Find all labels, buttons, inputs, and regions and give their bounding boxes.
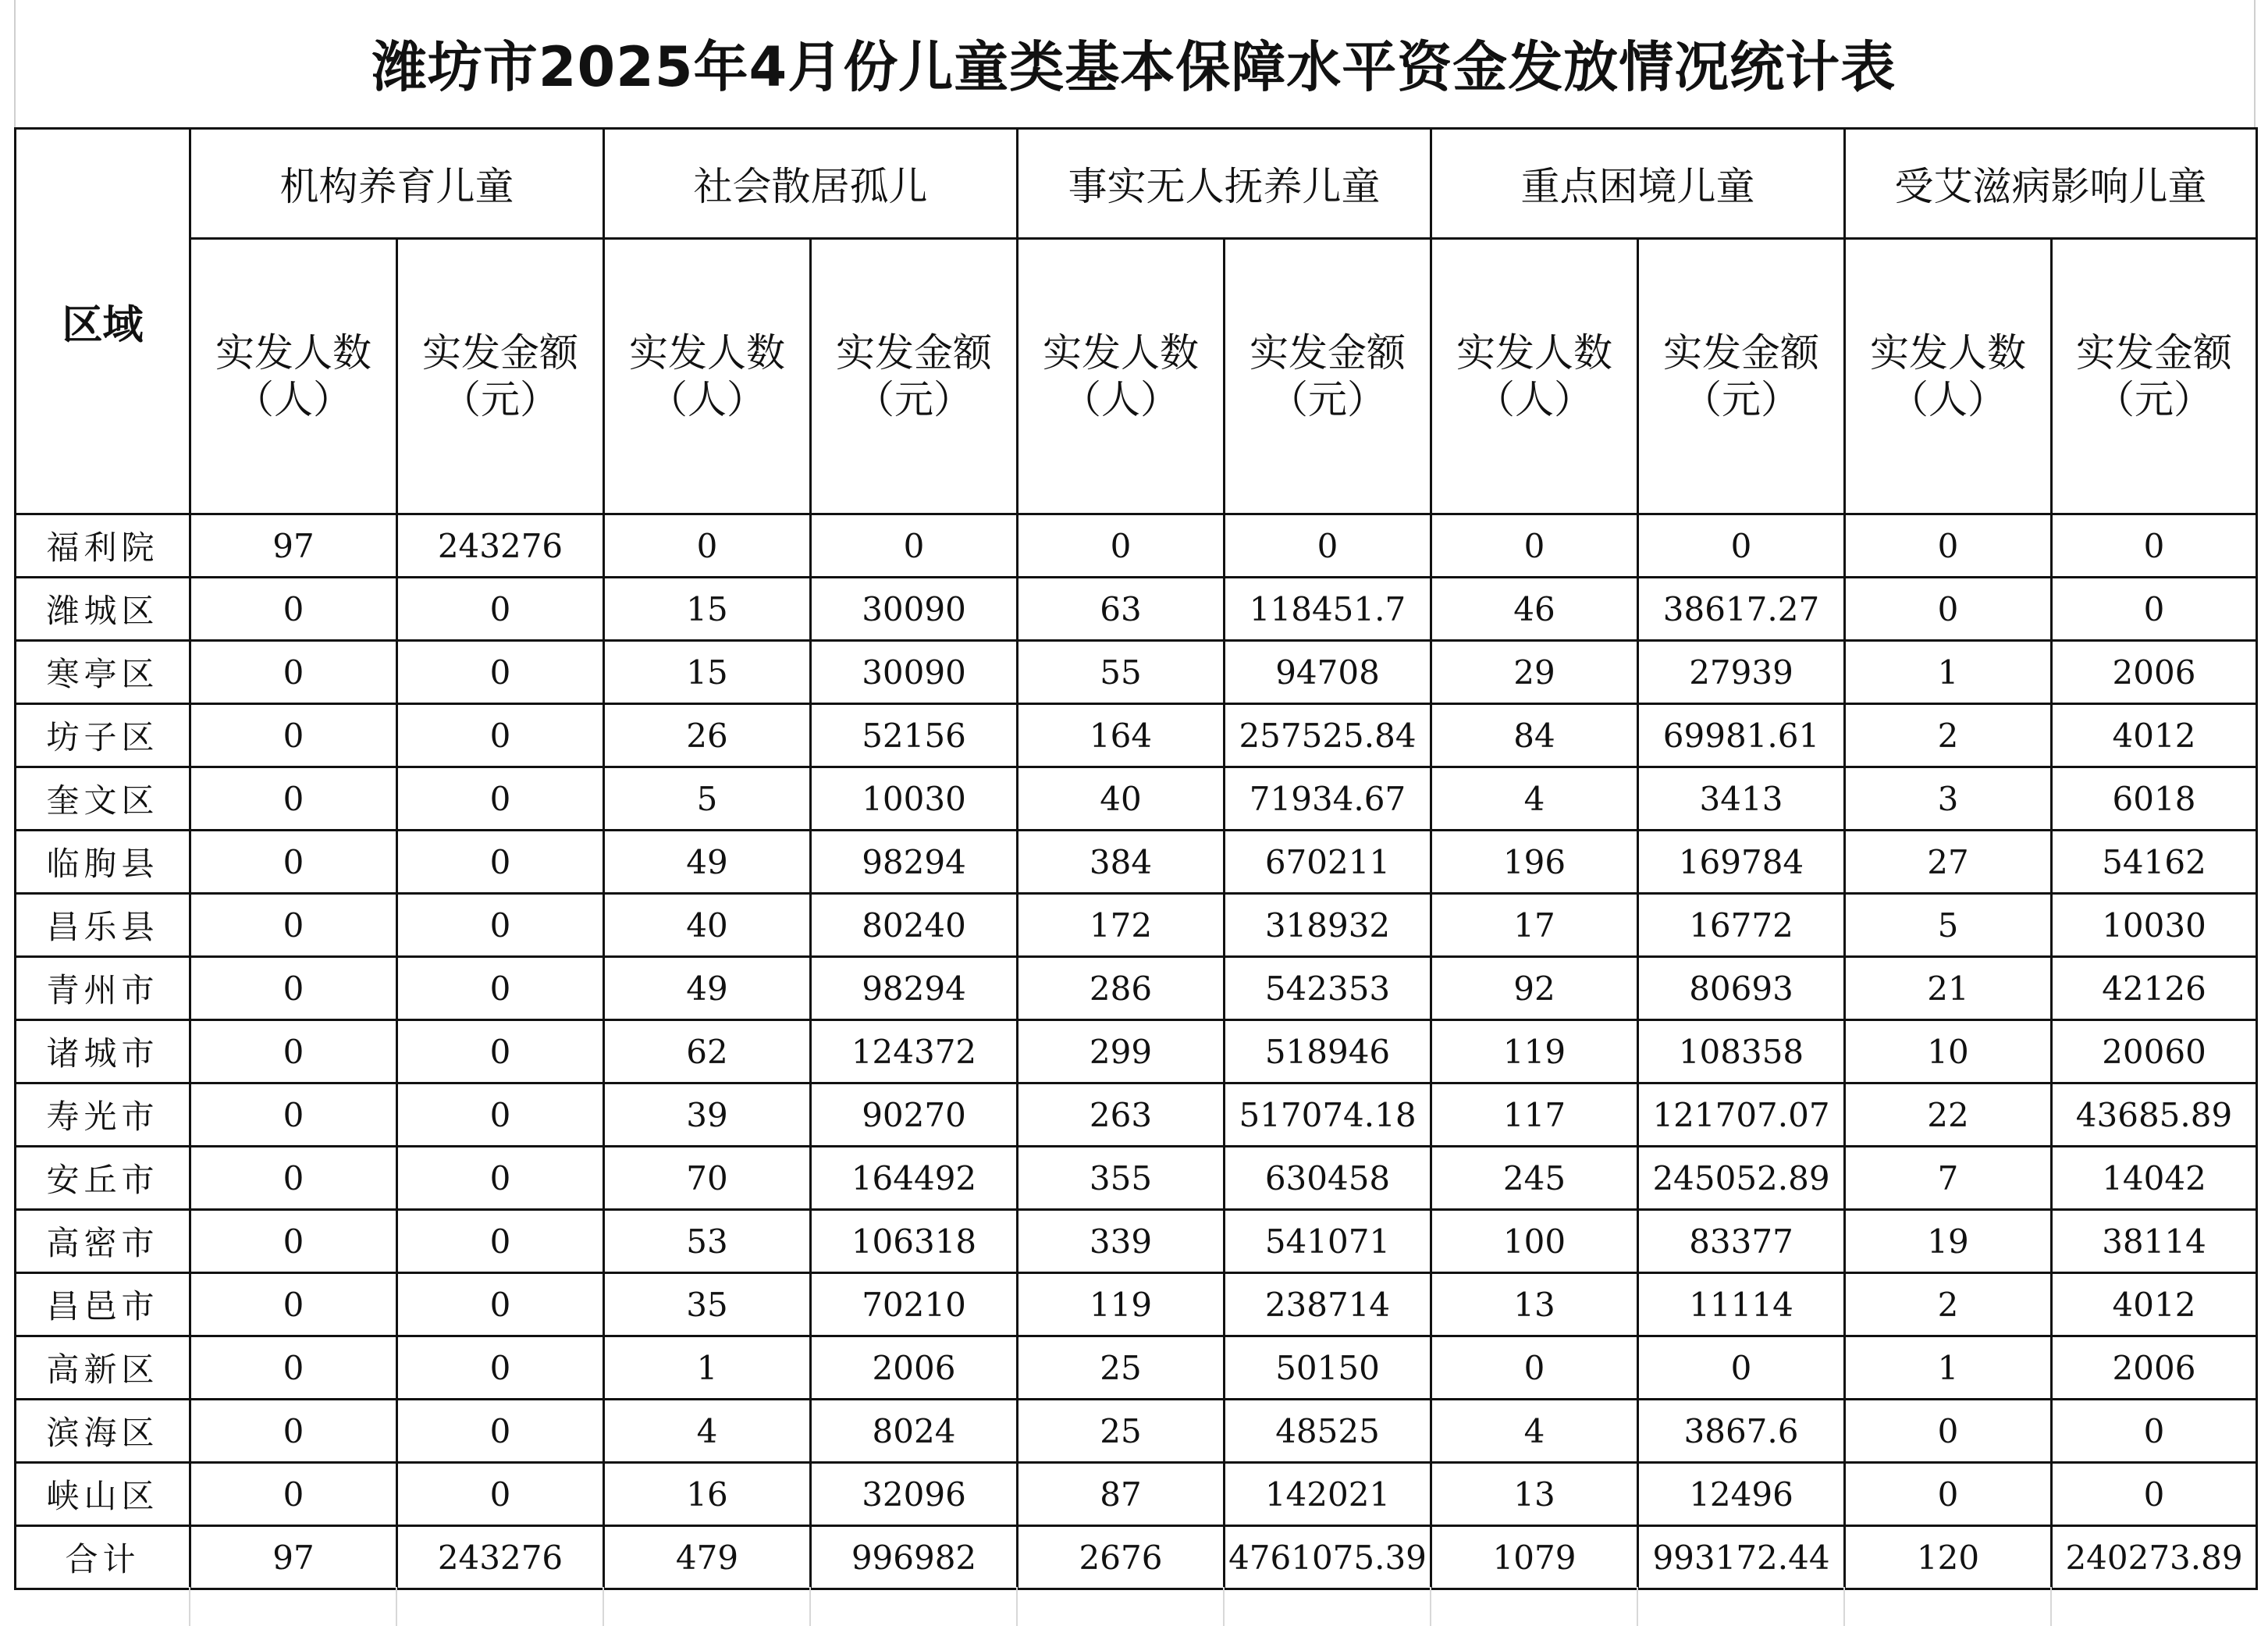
amount-cell: 0 (1638, 514, 1845, 578)
group-header-institutional: 机构养育儿童 (190, 129, 604, 239)
people-count-header-line1: 实发人数 (629, 330, 785, 375)
region-name-cell: 峡山区 (16, 1463, 190, 1526)
region-name-cell: 高密市 (16, 1210, 190, 1273)
people-count-header (1431, 239, 1638, 514)
amount-cell: 90270 (811, 1083, 1018, 1147)
statistics-table (14, 127, 2258, 1590)
amount-cell: 996982 (811, 1526, 1018, 1589)
amount-cell: 0 (811, 514, 1018, 578)
table-row (16, 514, 2257, 578)
amount-header-line2: （元） (855, 377, 972, 422)
people-count-cell: 0 (190, 1147, 397, 1210)
region-name-cell: 青州市 (16, 957, 190, 1020)
people-count-cell: 35 (604, 1273, 811, 1336)
people-count-cell: 2676 (1018, 1526, 1225, 1589)
amount-cell: 243276 (397, 1526, 604, 1589)
amount-cell: 0 (2052, 1400, 2257, 1463)
table-row (16, 957, 2257, 1020)
people-count-cell: 26 (604, 704, 811, 767)
table-row (16, 1147, 2257, 1210)
people-count-cell: 4 (1431, 767, 1638, 831)
region-name-cell: 福利院 (16, 514, 190, 578)
amount-cell: 124372 (811, 1020, 1018, 1083)
people-count-header-line1: 实发人数 (1870, 330, 2026, 375)
amount-cell: 541071 (1225, 1210, 1431, 1273)
amount-cell: 10030 (2052, 894, 2257, 957)
amount-cell: 108358 (1638, 1020, 1845, 1083)
amount-header-line1: 实发金额 (1663, 330, 1819, 375)
people-count-cell: 286 (1018, 957, 1225, 1020)
amount-cell: 30090 (811, 641, 1018, 704)
people-count-header (1018, 239, 1225, 514)
people-count-cell: 4 (604, 1400, 811, 1463)
amount-cell: 42126 (2052, 957, 2257, 1020)
amount-header-line2: （元） (1269, 377, 1386, 422)
amount-cell: 30090 (811, 578, 1018, 641)
people-count-cell: 172 (1018, 894, 1225, 957)
region-name-cell: 潍城区 (16, 578, 190, 641)
people-count-header (190, 239, 397, 514)
people-count-cell: 13 (1431, 1463, 1638, 1526)
people-count-cell: 0 (1845, 514, 2052, 578)
amount-header (2052, 239, 2257, 514)
amount-header-line1: 实发金额 (2076, 330, 2232, 375)
people-count-cell: 196 (1431, 831, 1638, 894)
amount-cell: 2006 (2052, 641, 2257, 704)
people-count-cell: 46 (1431, 578, 1638, 641)
amount-cell: 11114 (1638, 1273, 1845, 1336)
amount-cell: 32096 (811, 1463, 1018, 1526)
people-count-cell: 16 (604, 1463, 811, 1526)
group-header-aids-affected: 受艾滋病影响儿童 (1845, 129, 2257, 239)
people-count-cell: 164 (1018, 704, 1225, 767)
people-count-cell: 119 (1431, 1020, 1638, 1083)
group-header-unsupported: 事实无人抚养儿童 (1018, 129, 1431, 239)
people-count-cell: 0 (190, 767, 397, 831)
people-count-cell: 0 (190, 1273, 397, 1336)
people-count-cell: 5 (1845, 894, 2052, 957)
people-count-cell: 299 (1018, 1020, 1225, 1083)
amount-cell: 0 (397, 1463, 604, 1526)
people-count-cell: 0 (190, 1210, 397, 1273)
region-name-cell: 寿光市 (16, 1083, 190, 1147)
amount-cell: 517074.18 (1225, 1083, 1431, 1147)
table-row (16, 1020, 2257, 1083)
amount-cell: 0 (397, 894, 604, 957)
table-row (16, 578, 2257, 641)
people-count-cell: 4 (1431, 1400, 1638, 1463)
people-count-cell: 0 (190, 641, 397, 704)
people-count-cell: 0 (1431, 514, 1638, 578)
people-count-header-line2: （人） (649, 377, 766, 422)
amount-cell: 70210 (811, 1273, 1018, 1336)
amount-cell: 169784 (1638, 831, 1845, 894)
people-count-cell: 15 (604, 578, 811, 641)
people-count-header-line1: 实发人数 (215, 330, 371, 375)
people-count-cell: 0 (1845, 1463, 2052, 1526)
amount-header (397, 239, 604, 514)
table-row (16, 1336, 2257, 1400)
amount-cell: 630458 (1225, 1147, 1431, 1210)
people-count-cell: 5 (604, 767, 811, 831)
people-count-cell: 3 (1845, 767, 2052, 831)
region-name-cell: 高新区 (16, 1336, 190, 1400)
people-count-cell: 355 (1018, 1147, 1225, 1210)
amount-cell: 0 (397, 1336, 604, 1400)
people-count-header-line2: （人） (1476, 377, 1593, 422)
amount-cell: 121707.07 (1638, 1083, 1845, 1147)
amount-cell: 670211 (1225, 831, 1431, 894)
people-count-header-line1: 实发人数 (1043, 330, 1199, 375)
group-header-orphans: 社会散居孤儿 (604, 129, 1018, 239)
people-count-cell: 22 (1845, 1083, 2052, 1147)
people-count-cell: 0 (190, 831, 397, 894)
amount-cell: 238714 (1225, 1273, 1431, 1336)
amount-header-line2: （元） (2096, 377, 2213, 422)
amount-header-line1: 实发金额 (836, 330, 992, 375)
region-name-cell: 坊子区 (16, 704, 190, 767)
people-count-cell: 49 (604, 831, 811, 894)
amount-cell: 69981.61 (1638, 704, 1845, 767)
amount-cell: 257525.84 (1225, 704, 1431, 767)
people-count-cell: 27 (1845, 831, 2052, 894)
amount-cell: 4012 (2052, 704, 2257, 767)
sub-header-row (16, 239, 2257, 514)
people-count-cell: 55 (1018, 641, 1225, 704)
region-name-cell: 安丘市 (16, 1147, 190, 1210)
amount-cell: 0 (2052, 578, 2257, 641)
people-count-cell: 49 (604, 957, 811, 1020)
amount-cell: 2006 (811, 1336, 1018, 1400)
page-title: 潍坊市2025年4月份儿童类基本保障水平资金发放情况统计表 (371, 34, 1897, 99)
amount-cell: 245052.89 (1638, 1147, 1845, 1210)
people-count-cell: 0 (190, 1463, 397, 1526)
amount-cell: 6018 (2052, 767, 2257, 831)
people-count-cell: 0 (190, 957, 397, 1020)
people-count-cell: 263 (1018, 1083, 1225, 1147)
people-count-cell: 117 (1431, 1083, 1638, 1147)
amount-cell: 0 (2052, 1463, 2257, 1526)
people-count-header-line1: 实发人数 (1456, 330, 1612, 375)
region-name-cell: 诸城市 (16, 1020, 190, 1083)
people-count-cell: 25 (1018, 1400, 1225, 1463)
people-count-cell: 119 (1018, 1273, 1225, 1336)
amount-cell: 0 (397, 1210, 604, 1273)
people-count-cell: 29 (1431, 641, 1638, 704)
amount-cell: 52156 (811, 704, 1018, 767)
amount-cell: 118451.7 (1225, 578, 1431, 641)
people-count-cell: 40 (1018, 767, 1225, 831)
people-count-cell: 0 (190, 1083, 397, 1147)
amount-cell: 542353 (1225, 957, 1431, 1020)
sheet-gridline-tail (14, 1587, 2256, 1626)
amount-header (1638, 239, 1845, 514)
people-count-header-line2: （人） (235, 377, 352, 422)
table-row (16, 1400, 2257, 1463)
people-count-header-line2: （人） (1062, 377, 1179, 422)
amount-header (1225, 239, 1431, 514)
amount-cell: 71934.67 (1225, 767, 1431, 831)
amount-cell: 3413 (1638, 767, 1845, 831)
amount-cell: 0 (1638, 1336, 1845, 1400)
people-count-cell: 62 (604, 1020, 811, 1083)
amount-cell: 38617.27 (1638, 578, 1845, 641)
people-count-cell: 120 (1845, 1526, 2052, 1589)
amount-cell: 10030 (811, 767, 1018, 831)
total-row (16, 1526, 2257, 1589)
region-name-cell: 昌邑市 (16, 1273, 190, 1336)
people-count-cell: 1079 (1431, 1526, 1638, 1589)
amount-cell: 12496 (1638, 1463, 1845, 1526)
people-count-cell: 0 (190, 1336, 397, 1400)
amount-cell: 3867.6 (1638, 1400, 1845, 1463)
amount-cell: 80240 (811, 894, 1018, 957)
people-count-cell: 0 (1845, 578, 2052, 641)
amount-cell: 0 (397, 831, 604, 894)
amount-cell: 0 (397, 957, 604, 1020)
amount-cell: 0 (397, 1020, 604, 1083)
amount-cell: 80693 (1638, 957, 1845, 1020)
people-count-cell: 0 (190, 704, 397, 767)
people-count-cell: 70 (604, 1147, 811, 1210)
people-count-cell: 100 (1431, 1210, 1638, 1273)
people-count-cell: 1 (1845, 1336, 2052, 1400)
amount-cell: 94708 (1225, 641, 1431, 704)
people-count-cell: 1 (604, 1336, 811, 1400)
amount-cell: 27939 (1638, 641, 1845, 704)
group-header-difficult: 重点困境儿童 (1431, 129, 1845, 239)
amount-cell: 0 (397, 1083, 604, 1147)
amount-cell: 4012 (2052, 1273, 2257, 1336)
amount-header-line1: 实发金额 (422, 330, 578, 375)
region-name-cell: 滨海区 (16, 1400, 190, 1463)
amount-cell: 20060 (2052, 1020, 2257, 1083)
table-row (16, 1463, 2257, 1526)
region-header: 区域 (16, 129, 190, 514)
amount-header-line2: （元） (1683, 377, 1800, 422)
region-name-cell: 寒亭区 (16, 641, 190, 704)
people-count-cell: 84 (1431, 704, 1638, 767)
amount-cell: 38114 (2052, 1210, 2257, 1273)
people-count-cell: 0 (604, 514, 811, 578)
table-row (16, 894, 2257, 957)
people-count-cell: 10 (1845, 1020, 2052, 1083)
amount-cell: 83377 (1638, 1210, 1845, 1273)
people-count-cell: 339 (1018, 1210, 1225, 1273)
people-count-cell: 7 (1845, 1147, 2052, 1210)
amount-cell: 243276 (397, 514, 604, 578)
people-count-cell: 1 (1845, 641, 2052, 704)
people-count-cell: 0 (190, 1020, 397, 1083)
people-count-cell: 2 (1845, 1273, 2052, 1336)
amount-cell: 0 (397, 1400, 604, 1463)
people-count-cell: 2 (1845, 704, 2052, 767)
people-count-cell: 0 (1845, 1400, 2052, 1463)
amount-cell: 0 (397, 1147, 604, 1210)
table-row (16, 1083, 2257, 1147)
people-count-cell: 53 (604, 1210, 811, 1273)
amount-header-line1: 实发金额 (1250, 330, 1406, 375)
people-count-cell: 97 (190, 514, 397, 578)
amount-cell: 993172.44 (1638, 1526, 1845, 1589)
people-count-cell: 0 (1018, 514, 1225, 578)
people-count-cell: 21 (1845, 957, 2052, 1020)
people-count-cell: 63 (1018, 578, 1225, 641)
amount-cell: 43685.89 (2052, 1083, 2257, 1147)
amount-cell: 16772 (1638, 894, 1845, 957)
people-count-header-line2: （人） (1889, 377, 2007, 422)
table-row (16, 1273, 2257, 1336)
people-count-cell: 0 (1431, 1336, 1638, 1400)
people-count-cell: 479 (604, 1526, 811, 1589)
table-row (16, 641, 2257, 704)
table-row (16, 831, 2257, 894)
amount-cell: 0 (1225, 514, 1431, 578)
people-count-cell: 0 (190, 894, 397, 957)
table-row (16, 767, 2257, 831)
amount-cell: 54162 (2052, 831, 2257, 894)
amount-cell: 106318 (811, 1210, 1018, 1273)
people-count-cell: 87 (1018, 1463, 1225, 1526)
people-count-cell: 17 (1431, 894, 1638, 957)
amount-header (811, 239, 1018, 514)
amount-cell: 2006 (2052, 1336, 2257, 1400)
people-count-header (1845, 239, 2052, 514)
amount-cell: 518946 (1225, 1020, 1431, 1083)
amount-cell: 48525 (1225, 1400, 1431, 1463)
people-count-cell: 97 (190, 1526, 397, 1589)
people-count-cell: 384 (1018, 831, 1225, 894)
people-count-cell: 19 (1845, 1210, 2052, 1273)
amount-cell: 0 (397, 578, 604, 641)
amount-cell: 8024 (811, 1400, 1018, 1463)
amount-cell: 98294 (811, 957, 1018, 1020)
table-body (16, 514, 2257, 1589)
people-count-cell: 40 (604, 894, 811, 957)
people-count-cell: 92 (1431, 957, 1638, 1020)
people-count-cell: 245 (1431, 1147, 1638, 1210)
amount-cell: 4761075.39 (1225, 1526, 1431, 1589)
region-name-cell: 奎文区 (16, 767, 190, 831)
table-row (16, 1210, 2257, 1273)
amount-cell: 0 (397, 641, 604, 704)
people-count-cell: 15 (604, 641, 811, 704)
amount-cell: 318932 (1225, 894, 1431, 957)
amount-header-line2: （元） (442, 377, 559, 422)
amount-cell: 50150 (1225, 1336, 1431, 1400)
region-name-cell: 昌乐县 (16, 894, 190, 957)
people-count-cell: 25 (1018, 1336, 1225, 1400)
amount-cell: 142021 (1225, 1463, 1431, 1526)
amount-cell: 240273.89 (2052, 1526, 2257, 1589)
people-count-cell: 0 (190, 578, 397, 641)
people-count-header (604, 239, 811, 514)
amount-cell: 0 (397, 1273, 604, 1336)
amount-cell: 0 (397, 767, 604, 831)
amount-cell: 14042 (2052, 1147, 2257, 1210)
people-count-cell: 39 (604, 1083, 811, 1147)
frame-right-line (2254, 0, 2256, 129)
region-name-cell: 合计 (16, 1526, 190, 1589)
region-name-cell: 临朐县 (16, 831, 190, 894)
amount-cell: 164492 (811, 1147, 1018, 1210)
people-count-cell: 0 (190, 1400, 397, 1463)
amount-cell: 98294 (811, 831, 1018, 894)
amount-cell: 0 (397, 704, 604, 767)
amount-cell: 0 (2052, 514, 2257, 578)
table-row (16, 704, 2257, 767)
people-count-cell: 13 (1431, 1273, 1638, 1336)
